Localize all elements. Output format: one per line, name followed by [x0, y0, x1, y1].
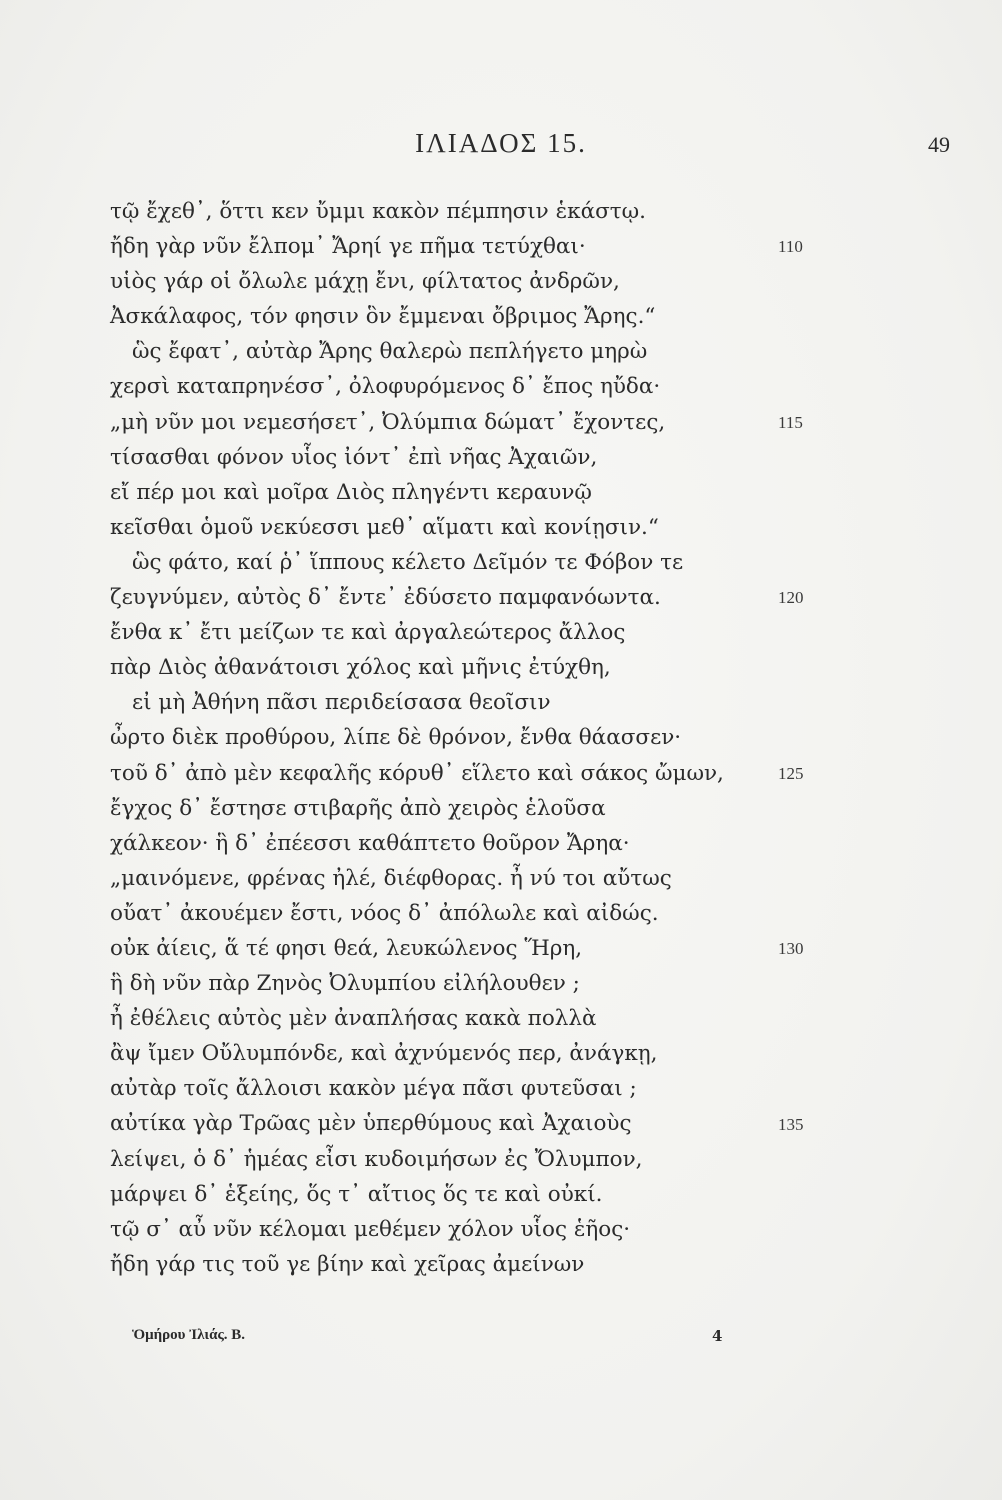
line-number: 125 [778, 763, 804, 783]
verse-line: Ἀσκάλαφος, τόν φησιν ὃν ἔμμεναι ὄβριμος Ἄρης.“ [110, 304, 656, 330]
signature-mark: 4 [712, 1327, 723, 1345]
verse-line: πὰρ Διὸς ἀθανάτοισι χόλος καὶ μῆνις ἐτύχθη, [110, 655, 611, 681]
verse-line: εἴ πέρ μοι καὶ μοῖρα Διὸς πληγέντι κεραυνῷ [110, 479, 592, 505]
verse-line: τοῦ δ᾽ ἀπὸ μὲν κεφαλῆς κόρυθ᾽ εἵλετο καὶ σάκος ὤμων, [110, 760, 724, 786]
line-number: 135 [778, 1114, 804, 1134]
verse-line: κεῖσθαι ὁμοῦ νεκύεσσι μεθ᾽ αἵματι καὶ κονίῃσιν.“ [110, 514, 659, 540]
verse-line: μάρψει δ᾽ ἑξείης, ὅς τ᾽ αἴτιος ὅς τε καὶ οὐκί. [110, 1181, 603, 1207]
line-number: 115 [778, 412, 803, 432]
page-number: 49 [928, 132, 950, 157]
line-number: 110 [778, 237, 803, 257]
verse-line: ἂψ ἴμεν Οὔλυμπόνδε, καὶ ἀχνύμενός περ, ἀνάγκῃ, [110, 1041, 658, 1067]
verse-line: οὔατ᾽ ἀκουέμεν ἔστι, νόος δ᾽ ἀπόλωλε καὶ αἰδώς. [110, 900, 659, 926]
running-head-title: ΙΛΙΑΔΟΣ 15. [415, 128, 587, 158]
verse-line: οὐκ ἀίεις, ἅ τέ φησι θεά, λευκώλενος Ἥρη, [110, 935, 583, 961]
verse-line: χερσὶ καταπρηνέσσ᾽, ὀλοφυρόμενος δ᾽ ἔπος ηὔδα· [110, 374, 661, 400]
verse-line: ζευγνύμεν, αὐτὸς δ᾽ ἔντε᾽ ἐδύσετο παμφανόωντα. [110, 585, 661, 611]
verse-line: ἦ ἐθέλεις αὐτὸς μὲν ἀναπλήσας κακὰ πολλὰ [110, 1006, 597, 1032]
verse-line: τῷ σ᾽ αὖ νῦν κέλομαι μεθέμεν χόλον υἷος ἑῆος· [110, 1216, 631, 1242]
verse-line: τίσασθαι φόνον υἷος ἰόντ᾽ ἐπὶ νῆας Ἀχαιῶν, [110, 444, 598, 470]
verse-list [110, 194, 810, 1282]
verse-line: ἣ δὴ νῦν πὰρ Ζηνὸς Ὀλυμπίου εἰλήλουθεν ; [110, 971, 580, 997]
printer-signature: Ὁμήρου Ἰλιάς. B. [132, 1327, 246, 1343]
verse-line: τῷ ἔχεθ᾽, ὅττι κεν ὔμμι κακὸν πέμπησιν ἑκάστῳ. [110, 199, 647, 224]
verse-line: λείψει, ὁ δ᾽ ἡμέας εἶσι κυδοιμήσων ἐς Ὄλυμπον, [110, 1146, 643, 1172]
verse-line: αὐτίκα γὰρ Τρῶας μὲν ὑπερθύμους καὶ Ἀχαιοὺς [110, 1111, 632, 1137]
verse-line: ἔγχος δ᾽ ἔστησε στιβαρῆς ἀπὸ χειρὸς ἑλοῦσα [110, 795, 606, 821]
verse-line: „μαινόμενε, φρένας ἠλέ, διέφθορας. ἦ νύ τοι αὔτως [110, 865, 672, 891]
verse-line: ὣς φάτο, καί ῥ᾽ ἵππους κέλετο Δεῖμόν τε Φόβον τε [132, 549, 684, 575]
verse-line: ὣς ἔφατ᾽, αὐτὰρ Ἄρης θαλερὼ πεπλήγετο μηρὼ [132, 339, 648, 365]
line-number: 120 [778, 588, 804, 608]
verse-line: ἔνθα κ᾽ ἔτι μείζων τε καὶ ἀργαλεώτερος ἄλλος [110, 620, 626, 646]
verse-line: ἤδη γὰρ νῦν ἔλπομ᾽ Ἄρηί γε πῆμα τετύχθαι· [110, 234, 586, 260]
verse-line: χάλκεον· ἣ δ᾽ ἐπέεσσι καθάπτετο θοῦρον Ἄρηα· [110, 830, 630, 856]
verse-line: ἤδη γάρ τις τοῦ γε βίην καὶ χεῖρας ἀμείνων [110, 1251, 585, 1277]
verse-line: αὐτὰρ τοῖς ἄλλοισι κακὸν μέγα πᾶσι φυτεῦσαι ; [110, 1076, 637, 1102]
verse-line: ὦρτο διὲκ προθύρου, λίπε δὲ θρόνον, ἔνθα θάασσεν· [110, 725, 682, 751]
verse-line: εἰ μὴ Ἀθήνη πᾶσι περιδείσασα θεοῖσιν [132, 690, 551, 716]
line-number: 130 [778, 939, 804, 959]
verse-line: „μὴ νῦν μοι νεμεσήσετ᾽, Ὀλύμπια δώματ᾽ ἔχοντες, [110, 409, 666, 435]
verse-line: υἱὸς γάρ οἱ ὄλωλε μάχῃ ἔνι, φίλτατος ἀνδρῶν, [110, 269, 620, 295]
